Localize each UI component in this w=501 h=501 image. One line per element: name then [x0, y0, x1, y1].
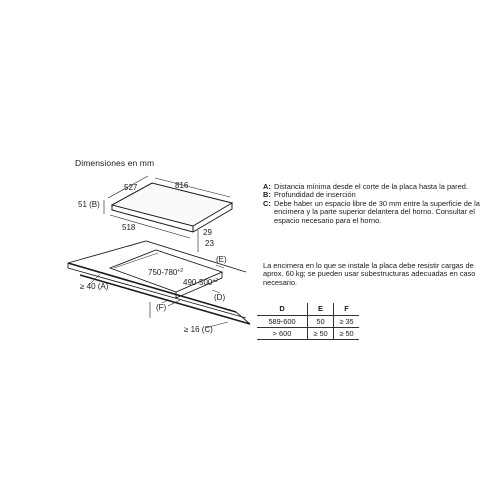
table-row: [257, 316, 359, 328]
dim-51-b: 51 (B): [78, 200, 100, 209]
table-cell: ≥ 50: [308, 328, 334, 340]
dimension-table: [257, 303, 359, 340]
dim-527: 527: [124, 183, 138, 192]
table-cell: > 600: [257, 328, 308, 340]
table-header-row: [257, 303, 359, 316]
notes-list: [263, 183, 485, 225]
table-header-f: F: [334, 303, 360, 316]
label-f: (F): [156, 303, 167, 312]
dim-16-c: ≥ 16 (C): [184, 325, 213, 334]
table-cell: 589-600: [257, 316, 308, 328]
table-row: [257, 328, 359, 340]
dim-816: 816: [175, 181, 189, 190]
cutout-depth: $490-500^{+2}$: [183, 278, 219, 287]
note-a: A: Distancia mínima desde el corte de la placa hasta la pared.: [263, 182, 468, 191]
label-e: (E): [216, 255, 227, 264]
table-cell: ≥ 35: [334, 316, 360, 328]
dim-40-a: ≥ 40 (A): [80, 282, 109, 291]
table-header-e: E: [308, 303, 334, 316]
note-b: B: Profundidad de inserción: [263, 190, 356, 200]
table-header-d: D: [257, 303, 308, 316]
dim-23: 23: [205, 239, 214, 248]
label-d: (D): [214, 293, 226, 302]
cutout-width: $750-780^{+2}$: [148, 268, 184, 277]
table-cell: 50: [308, 316, 334, 328]
dim-29: 29: [203, 228, 212, 237]
note-c: C: Debe haber un espacio libre de 30 mm entre la superficie de la encimera y la parte superior delantera del horno. Consultar el espacio necesario para el horno.: [263, 198, 480, 225]
dim-518: 518: [122, 223, 136, 232]
dimensions-title: Dimensiones en mm: [75, 158, 155, 168]
table-cell: ≥ 50: [334, 328, 360, 340]
weight-note: La encimera en lo que se instale la placa debe resistir cargas de aprox. 60 kg; se pueden usar subestructuras adecuadas en caso necesario.: [263, 261, 476, 287]
